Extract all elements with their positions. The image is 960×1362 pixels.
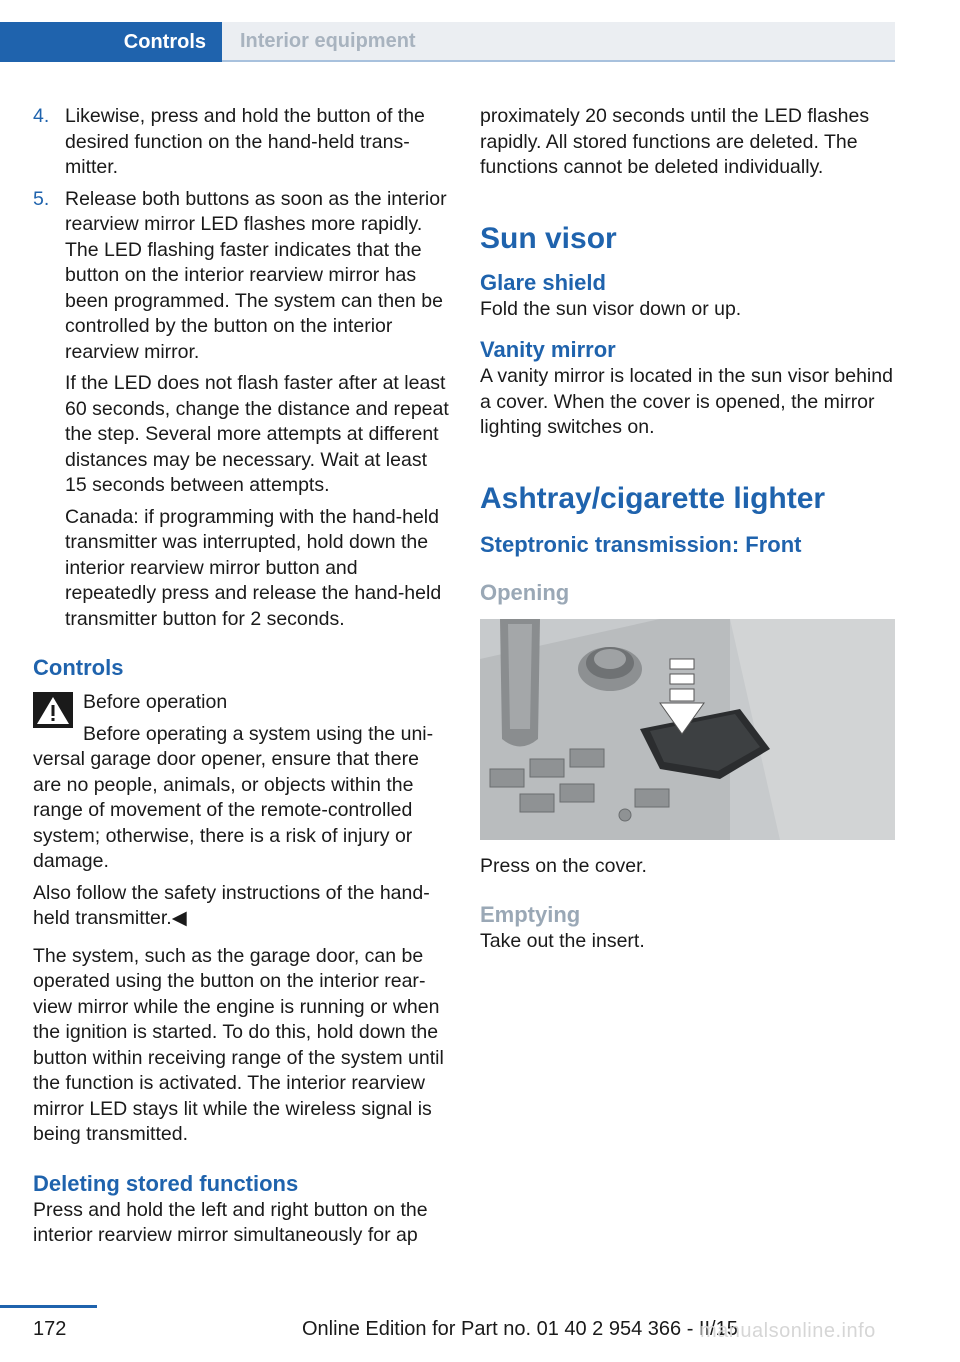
opening-heading: Opening: [480, 579, 570, 605]
ashtray-illustration: [480, 619, 895, 840]
step-note-canada: Canada: if programming with the hand-held transmitter was interrupted, hold down the interior rearview mirror button and repeatedly press and release the hand-held transmitter button for 2 seconds.: [65, 505, 442, 630]
figure-caption: Press on the cover.: [480, 854, 647, 877]
section-tab-interior-equipment[interactable]: Interior equipment: [222, 22, 895, 60]
warning-title: Before operation: [83, 691, 228, 713]
warning-triangle-icon: [33, 692, 73, 728]
section-tab-controls[interactable]: Controls: [0, 22, 222, 62]
header-rule: [222, 60, 895, 62]
edition-note: Online Edition for Part no. 01 40 2 954 366 - II/15: [302, 1318, 738, 1340]
page-header: [0, 22, 895, 62]
step-note: If the LED does not flash faster after at least 60 seconds, change the distance and repeat the step. Several more attempts at different distances may be necessary. Wait at least 15 seconds between attempts.: [65, 372, 449, 496]
warning-text-2: Also follow the safety instructions of the hand-held transmitter.◀: [33, 881, 430, 929]
controls-body: The system, such as the garage door, can be operated using the button on the interior rearview mirror while the engine is running or when the ignition is started. To do this, hold down the button within receiving range of the system until the function is activated. The interior rearview mirror LED stays lit while the wireless signal is being transmitted.: [33, 944, 444, 1145]
warning-text: Before operating a system using the universal garage door opener, ensure that there are no people, animals, or objects within the range of movement of the remote-controlled system; otherwise, there is a risk of injury or damage.: [33, 722, 434, 872]
step-number: 5.: [33, 187, 50, 210]
page-number: 172: [33, 1318, 67, 1340]
glare-shield-heading: Glare shield: [480, 269, 606, 295]
emptying-heading: Emptying: [480, 902, 581, 927]
step-5: [33, 187, 449, 633]
watermark: manualsonline.info: [700, 1320, 876, 1342]
footer-rule: [0, 1305, 97, 1308]
right-column: [480, 104, 896, 955]
step-number: 4.: [33, 105, 50, 127]
steptronic-heading: Steptronic transmission: Front: [480, 531, 802, 557]
controls-heading: Controls: [33, 655, 124, 680]
continued-text: proximately 20 seconds until the LED flashes rapidly. All stored functions are deleted. The functions cannot be deleted individually.: [480, 105, 870, 178]
step-text: Likewise, press and hold the button of the desired function on the hand-held transmitter.: [65, 105, 425, 178]
step-text: Release both buttons as soon as the interior rearview mirror LED flashes more rapidly. The LED flashing faster indicates that the button on the interior rearview mirror has been programmed. The system can then be controlled by the button on the interior rearview mirror.: [65, 187, 447, 363]
delete-heading: Deleting stored functions: [33, 1170, 299, 1196]
left-column: [33, 104, 449, 1249]
vanity-mirror-heading: Vanity mirror: [480, 337, 616, 362]
emptying-body: Take out the insert.: [480, 930, 645, 952]
vanity-mirror-body: A vanity mirror is located in the sun visor behind a cover. When the cover is opened, the mirror lighting switches on.: [480, 365, 893, 438]
warning-block: [33, 690, 449, 932]
sun-visor-heading: Sun visor: [480, 221, 617, 255]
step-4: [33, 104, 449, 181]
center-console-image: [480, 619, 895, 840]
delete-body: Press and hold the left and right button on the interior rearview mirror simultaneously for ap: [33, 1198, 428, 1246]
ashtray-heading: Ashtray/cigarette lighter: [480, 481, 826, 515]
glare-shield-body: Fold the sun visor down or up.: [480, 297, 742, 320]
